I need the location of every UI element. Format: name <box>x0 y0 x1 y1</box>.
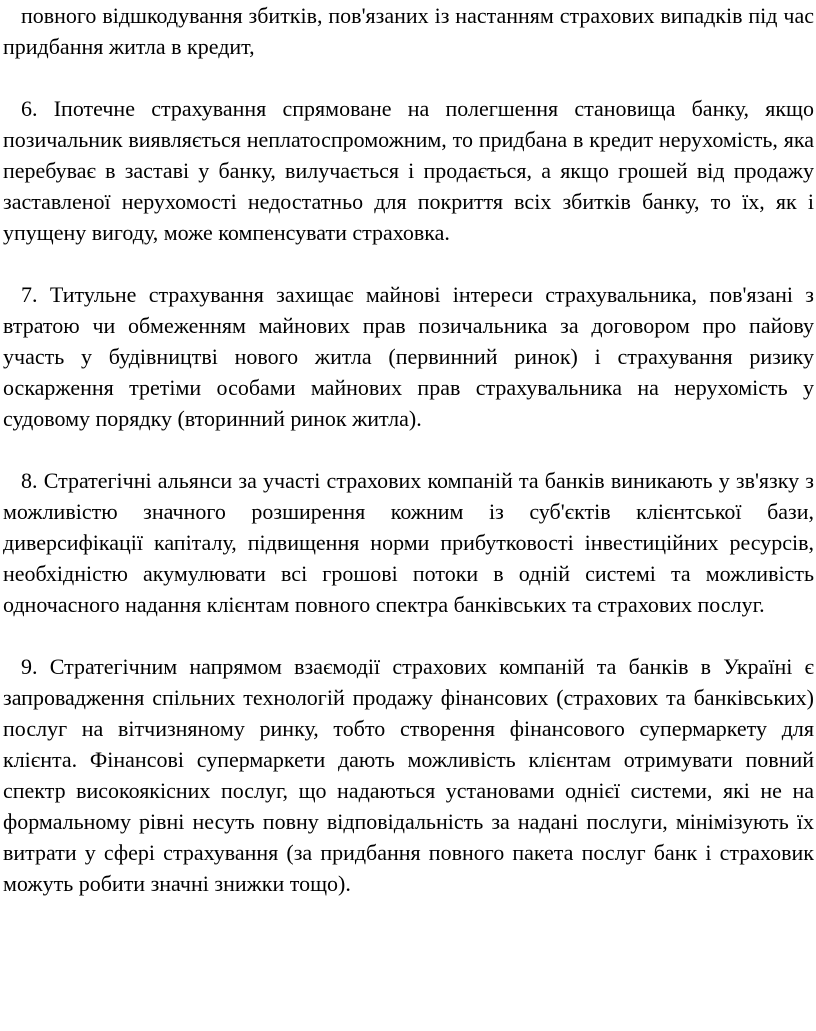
paragraph-item-9: 9. Стратегічним напрямом взаємодії страхових компаній та банків в Україні є запровадження спільних технологій продажу фінансових (страхових та банківських) послуг на вітчизняному ринку, тобто створення фінансового супермаркету для клієнта. Фінансові супермаркети дають можливість клієнтам отримувати повний спектр високоякісних послуг, що надаються установами однієї системи, які не на формальному рівні несуть повну відповідальність за надані послуги, мінімізують їх витрати у сфері страхування (за придбання повного пакета послуг банк і страховик можуть робити значні знижки тощо). <box>3 654 814 896</box>
paragraph-item-6: 6. Іпотечне страхування спрямоване на полегшення становища банку, якщо позичальник виявляється неплатоспроможним, то придбана в кредит нерухомість, яка перебуває в заставі у банку, вилучається і продається, а якщо грошей від продажу заставленої нерухомості недостатньо для покриття всіх збитків банку, то їх, як і упущену вигоду, може компенсувати страховка. <box>3 96 814 245</box>
paragraph-item-7: 7. Титульне страхування захищає майнові інтереси страхувальника, пов'язані з втратою чи обмеженням майнових прав позичальника за договором про пайову участь у будівництві нового житла (первинний ринок) і страхування ризику оскарження третіми особами майнових прав страхувальника на нерухомість у судовому порядку (вторинний ринок житла). <box>3 282 814 431</box>
paragraph-intro: повного відшкодування збитків, пов'язаних із настанням страхових випадків під час придбання житла в кредит, <box>3 3 814 59</box>
paragraph-item-8: 8. Стратегічні альянси за участі страхових компаній та банків виникають у зв'язку з можливістю значного розширення кожним із суб'єктів клієнтської бази, диверсифікації капіталу, підвищення норми прибутковості інвестиційних ресурсів, необхідністю акумулювати всі грошові потоки в одній системі та можливість одночасного надання клієнтам повного спектра банківських та страхових послуг. <box>3 468 814 617</box>
